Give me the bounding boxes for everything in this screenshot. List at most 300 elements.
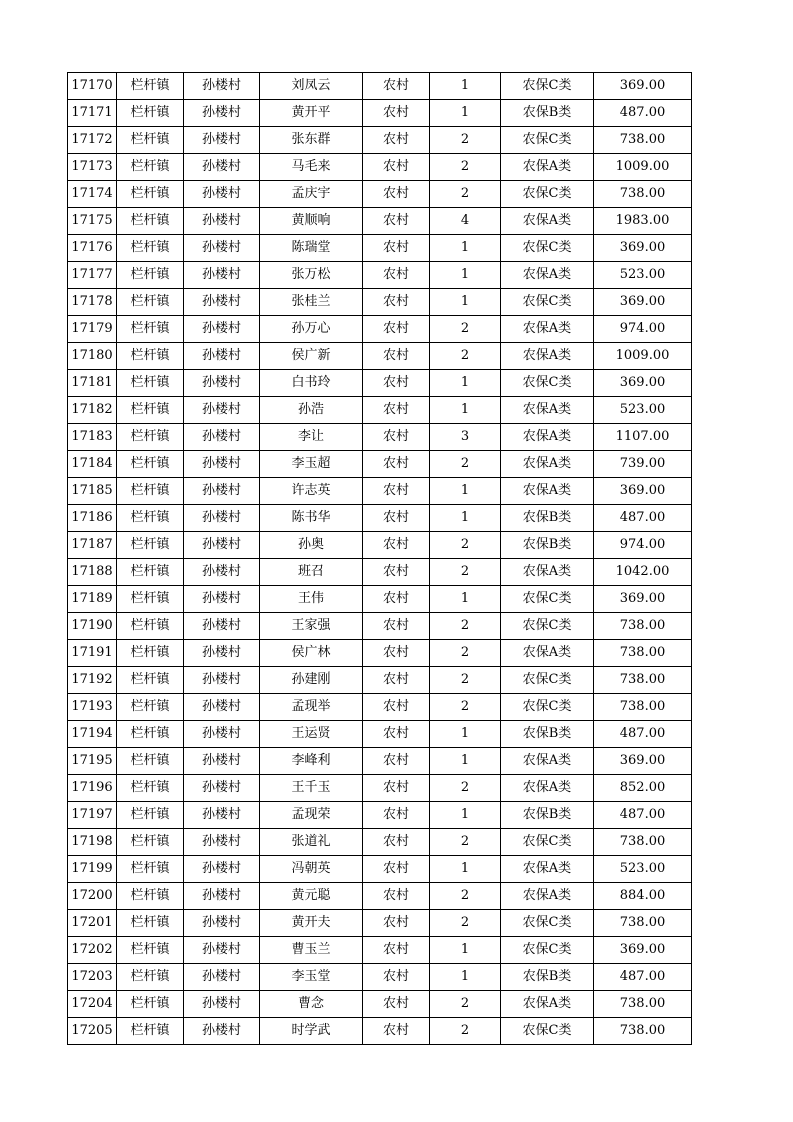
cell-household-count: 1 [430,937,501,964]
cell-town: 栏杆镇 [117,532,184,559]
cell-person-name: 黄顺响 [260,208,363,235]
cell-town: 栏杆镇 [117,316,184,343]
cell-amount: 738.00 [594,829,692,856]
cell-person-name: 曹玉兰 [260,937,363,964]
table-row [68,532,692,559]
cell-serial-number: 17198 [68,829,117,856]
cell-person-name: 侯广新 [260,343,363,370]
cell-town: 栏杆镇 [117,667,184,694]
cell-serial-number: 17184 [68,451,117,478]
cell-household-count: 1 [430,964,501,991]
cell-insurance-category: 农保C类 [501,127,594,154]
cell-amount: 523.00 [594,262,692,289]
cell-area-type: 农村 [363,802,430,829]
cell-household-count: 2 [430,559,501,586]
cell-area-type: 农村 [363,235,430,262]
cell-village: 孙楼村 [184,154,260,181]
cell-household-count: 2 [430,883,501,910]
cell-person-name: 刘凤云 [260,73,363,100]
cell-village: 孙楼村 [184,829,260,856]
cell-village: 孙楼村 [184,73,260,100]
table-row [68,829,692,856]
cell-village: 孙楼村 [184,721,260,748]
cell-town: 栏杆镇 [117,289,184,316]
table-row [68,370,692,397]
cell-insurance-category: 农保C类 [501,586,594,613]
cell-insurance-category: 农保A类 [501,991,594,1018]
cell-village: 孙楼村 [184,1018,260,1045]
cell-insurance-category: 农保A类 [501,208,594,235]
cell-area-type: 农村 [363,478,430,505]
cell-insurance-category: 农保A类 [501,775,594,802]
cell-person-name: 张桂兰 [260,289,363,316]
cell-area-type: 农村 [363,262,430,289]
cell-area-type: 农村 [363,505,430,532]
cell-town: 栏杆镇 [117,154,184,181]
cell-town: 栏杆镇 [117,991,184,1018]
cell-village: 孙楼村 [184,964,260,991]
cell-serial-number: 17200 [68,883,117,910]
cell-village: 孙楼村 [184,748,260,775]
cell-insurance-category: 农保B类 [501,100,594,127]
table-row [68,721,692,748]
cell-serial-number: 17182 [68,397,117,424]
cell-insurance-category: 农保B类 [501,721,594,748]
cell-serial-number: 17185 [68,478,117,505]
cell-insurance-category: 农保A类 [501,856,594,883]
table-row [68,667,692,694]
data-table [67,72,692,1045]
cell-amount: 523.00 [594,397,692,424]
cell-household-count: 1 [430,370,501,397]
cell-household-count: 2 [430,316,501,343]
cell-serial-number: 17188 [68,559,117,586]
table-row [68,910,692,937]
cell-village: 孙楼村 [184,505,260,532]
table-row [68,208,692,235]
cell-household-count: 2 [430,343,501,370]
cell-town: 栏杆镇 [117,802,184,829]
cell-household-count: 2 [430,991,501,1018]
table-row [68,1018,692,1045]
cell-town: 栏杆镇 [117,127,184,154]
table-row [68,73,692,100]
cell-household-count: 2 [430,451,501,478]
table-row [68,397,692,424]
cell-serial-number: 17183 [68,424,117,451]
cell-household-count: 1 [430,262,501,289]
cell-village: 孙楼村 [184,424,260,451]
cell-area-type: 农村 [363,829,430,856]
cell-town: 栏杆镇 [117,505,184,532]
cell-serial-number: 17204 [68,991,117,1018]
cell-person-name: 马毛来 [260,154,363,181]
cell-village: 孙楼村 [184,586,260,613]
cell-serial-number: 17189 [68,586,117,613]
cell-area-type: 农村 [363,937,430,964]
cell-insurance-category: 农保A类 [501,478,594,505]
cell-person-name: 李玉超 [260,451,363,478]
cell-insurance-category: 农保C类 [501,1018,594,1045]
cell-insurance-category: 农保C类 [501,289,594,316]
cell-area-type: 农村 [363,451,430,478]
cell-insurance-category: 农保C类 [501,667,594,694]
cell-serial-number: 17181 [68,370,117,397]
cell-household-count: 1 [430,478,501,505]
cell-serial-number: 17196 [68,775,117,802]
cell-insurance-category: 农保A类 [501,424,594,451]
cell-serial-number: 17172 [68,127,117,154]
cell-town: 栏杆镇 [117,856,184,883]
cell-person-name: 张东群 [260,127,363,154]
cell-household-count: 2 [430,154,501,181]
cell-person-name: 白书玲 [260,370,363,397]
cell-town: 栏杆镇 [117,73,184,100]
cell-area-type: 农村 [363,721,430,748]
cell-household-count: 1 [430,397,501,424]
cell-serial-number: 17203 [68,964,117,991]
cell-village: 孙楼村 [184,667,260,694]
cell-serial-number: 17190 [68,613,117,640]
cell-serial-number: 17174 [68,181,117,208]
cell-household-count: 1 [430,73,501,100]
cell-person-name: 曹念 [260,991,363,1018]
cell-amount: 1983.00 [594,208,692,235]
cell-household-count: 2 [430,127,501,154]
cell-area-type: 农村 [363,181,430,208]
cell-insurance-category: 农保A类 [501,883,594,910]
cell-insurance-category: 农保A类 [501,640,594,667]
cell-town: 栏杆镇 [117,235,184,262]
cell-town: 栏杆镇 [117,181,184,208]
cell-amount: 487.00 [594,721,692,748]
cell-serial-number: 17173 [68,154,117,181]
cell-amount: 1042.00 [594,559,692,586]
table-row [68,424,692,451]
cell-insurance-category: 农保B类 [501,964,594,991]
cell-insurance-category: 农保A类 [501,262,594,289]
cell-serial-number: 17195 [68,748,117,775]
cell-area-type: 农村 [363,775,430,802]
cell-town: 栏杆镇 [117,424,184,451]
cell-serial-number: 17191 [68,640,117,667]
cell-amount: 738.00 [594,1018,692,1045]
cell-amount: 738.00 [594,613,692,640]
table-row [68,451,692,478]
cell-area-type: 农村 [363,424,430,451]
cell-household-count: 2 [430,613,501,640]
cell-person-name: 张道礼 [260,829,363,856]
cell-village: 孙楼村 [184,289,260,316]
cell-amount: 738.00 [594,667,692,694]
cell-amount: 738.00 [594,694,692,721]
cell-household-count: 1 [430,505,501,532]
table-row [68,964,692,991]
cell-amount: 369.00 [594,478,692,505]
cell-insurance-category: 农保A类 [501,397,594,424]
table-row [68,181,692,208]
cell-amount: 487.00 [594,505,692,532]
cell-household-count: 2 [430,181,501,208]
cell-area-type: 农村 [363,586,430,613]
table-row [68,316,692,343]
cell-household-count: 1 [430,235,501,262]
cell-household-count: 2 [430,532,501,559]
cell-village: 孙楼村 [184,910,260,937]
cell-amount: 884.00 [594,883,692,910]
cell-amount: 974.00 [594,532,692,559]
cell-household-count: 1 [430,586,501,613]
cell-insurance-category: 农保C类 [501,181,594,208]
table-row [68,235,692,262]
cell-village: 孙楼村 [184,181,260,208]
cell-area-type: 农村 [363,964,430,991]
cell-insurance-category: 农保C类 [501,937,594,964]
cell-village: 孙楼村 [184,802,260,829]
cell-village: 孙楼村 [184,478,260,505]
cell-serial-number: 17177 [68,262,117,289]
cell-town: 栏杆镇 [117,451,184,478]
table-row [68,262,692,289]
cell-amount: 369.00 [594,289,692,316]
cell-amount: 738.00 [594,640,692,667]
cell-town: 栏杆镇 [117,937,184,964]
cell-town: 栏杆镇 [117,1018,184,1045]
cell-village: 孙楼村 [184,343,260,370]
table-row [68,100,692,127]
cell-area-type: 农村 [363,73,430,100]
cell-area-type: 农村 [363,127,430,154]
cell-village: 孙楼村 [184,127,260,154]
cell-person-name: 侯广林 [260,640,363,667]
cell-area-type: 农村 [363,694,430,721]
cell-area-type: 农村 [363,343,430,370]
cell-insurance-category: 农保B类 [501,505,594,532]
cell-amount: 369.00 [594,370,692,397]
cell-village: 孙楼村 [184,451,260,478]
cell-insurance-category: 农保A类 [501,559,594,586]
cell-household-count: 1 [430,856,501,883]
cell-person-name: 时学武 [260,1018,363,1045]
cell-area-type: 农村 [363,991,430,1018]
cell-village: 孙楼村 [184,937,260,964]
cell-town: 栏杆镇 [117,559,184,586]
cell-person-name: 冯朝英 [260,856,363,883]
cell-village: 孙楼村 [184,991,260,1018]
cell-serial-number: 17171 [68,100,117,127]
cell-town: 栏杆镇 [117,478,184,505]
cell-person-name: 孟现举 [260,694,363,721]
cell-serial-number: 17199 [68,856,117,883]
cell-area-type: 农村 [363,667,430,694]
cell-village: 孙楼村 [184,694,260,721]
cell-household-count: 2 [430,775,501,802]
cell-village: 孙楼村 [184,559,260,586]
cell-insurance-category: 农保C类 [501,613,594,640]
cell-serial-number: 17201 [68,910,117,937]
table-row [68,775,692,802]
table-row [68,883,692,910]
cell-serial-number: 17179 [68,316,117,343]
table-row [68,289,692,316]
table-row [68,127,692,154]
cell-household-count: 1 [430,100,501,127]
cell-person-name: 张万松 [260,262,363,289]
cell-town: 栏杆镇 [117,640,184,667]
cell-area-type: 农村 [363,883,430,910]
table-row [68,802,692,829]
cell-town: 栏杆镇 [117,370,184,397]
cell-town: 栏杆镇 [117,883,184,910]
cell-area-type: 农村 [363,910,430,937]
cell-area-type: 农村 [363,100,430,127]
cell-area-type: 农村 [363,748,430,775]
cell-insurance-category: 农保B类 [501,802,594,829]
cell-town: 栏杆镇 [117,964,184,991]
cell-household-count: 2 [430,910,501,937]
cell-person-name: 陈瑞堂 [260,235,363,262]
table-body [68,73,692,1045]
cell-person-name: 李玉堂 [260,964,363,991]
cell-insurance-category: 农保A类 [501,343,594,370]
cell-serial-number: 17194 [68,721,117,748]
cell-town: 栏杆镇 [117,748,184,775]
cell-town: 栏杆镇 [117,694,184,721]
cell-village: 孙楼村 [184,100,260,127]
cell-insurance-category: 农保A类 [501,316,594,343]
cell-household-count: 2 [430,1018,501,1045]
table-row [68,991,692,1018]
cell-amount: 738.00 [594,127,692,154]
cell-village: 孙楼村 [184,262,260,289]
cell-area-type: 农村 [363,1018,430,1045]
cell-person-name: 黄开平 [260,100,363,127]
cell-insurance-category: 农保C类 [501,694,594,721]
cell-amount: 852.00 [594,775,692,802]
cell-town: 栏杆镇 [117,829,184,856]
cell-insurance-category: 农保A类 [501,451,594,478]
cell-person-name: 黄开夫 [260,910,363,937]
cell-person-name: 李峰利 [260,748,363,775]
cell-town: 栏杆镇 [117,721,184,748]
cell-town: 栏杆镇 [117,343,184,370]
table-row [68,586,692,613]
cell-person-name: 孙万心 [260,316,363,343]
cell-amount: 523.00 [594,856,692,883]
table-row [68,343,692,370]
cell-village: 孙楼村 [184,883,260,910]
cell-insurance-category: 农保C类 [501,370,594,397]
cell-town: 栏杆镇 [117,100,184,127]
cell-household-count: 4 [430,208,501,235]
cell-village: 孙楼村 [184,613,260,640]
cell-amount: 487.00 [594,964,692,991]
cell-amount: 738.00 [594,181,692,208]
cell-town: 栏杆镇 [117,613,184,640]
cell-area-type: 农村 [363,532,430,559]
cell-person-name: 黄元聪 [260,883,363,910]
cell-village: 孙楼村 [184,532,260,559]
cell-household-count: 2 [430,694,501,721]
cell-village: 孙楼村 [184,235,260,262]
cell-person-name: 孟现荣 [260,802,363,829]
cell-amount: 369.00 [594,235,692,262]
cell-amount: 369.00 [594,73,692,100]
cell-household-count: 2 [430,667,501,694]
cell-amount: 1009.00 [594,154,692,181]
cell-village: 孙楼村 [184,640,260,667]
cell-household-count: 2 [430,640,501,667]
cell-serial-number: 17180 [68,343,117,370]
cell-amount: 974.00 [594,316,692,343]
cell-town: 栏杆镇 [117,262,184,289]
cell-person-name: 李让 [260,424,363,451]
cell-village: 孙楼村 [184,316,260,343]
cell-village: 孙楼村 [184,775,260,802]
cell-insurance-category: 农保C类 [501,910,594,937]
table-row [68,559,692,586]
cell-area-type: 农村 [363,640,430,667]
cell-amount: 738.00 [594,991,692,1018]
cell-amount: 369.00 [594,937,692,964]
cell-town: 栏杆镇 [117,586,184,613]
cell-serial-number: 17205 [68,1018,117,1045]
cell-person-name: 陈书华 [260,505,363,532]
cell-town: 栏杆镇 [117,208,184,235]
cell-area-type: 农村 [363,856,430,883]
cell-town: 栏杆镇 [117,775,184,802]
table-row [68,613,692,640]
cell-person-name: 许志英 [260,478,363,505]
cell-area-type: 农村 [363,289,430,316]
cell-amount: 369.00 [594,748,692,775]
cell-household-count: 3 [430,424,501,451]
cell-serial-number: 17202 [68,937,117,964]
cell-village: 孙楼村 [184,370,260,397]
cell-serial-number: 17175 [68,208,117,235]
cell-area-type: 农村 [363,397,430,424]
cell-town: 栏杆镇 [117,910,184,937]
cell-household-count: 1 [430,802,501,829]
cell-area-type: 农村 [363,370,430,397]
cell-person-name: 王运贤 [260,721,363,748]
cell-insurance-category: 农保B类 [501,532,594,559]
cell-area-type: 农村 [363,154,430,181]
cell-area-type: 农村 [363,208,430,235]
cell-serial-number: 17178 [68,289,117,316]
cell-amount: 738.00 [594,910,692,937]
cell-household-count: 1 [430,289,501,316]
cell-amount: 1107.00 [594,424,692,451]
cell-person-name: 王千玉 [260,775,363,802]
cell-person-name: 孙奥 [260,532,363,559]
cell-amount: 487.00 [594,100,692,127]
cell-serial-number: 17186 [68,505,117,532]
table-row [68,478,692,505]
cell-household-count: 1 [430,721,501,748]
cell-person-name: 王伟 [260,586,363,613]
cell-amount: 369.00 [594,586,692,613]
cell-amount: 739.00 [594,451,692,478]
cell-serial-number: 17187 [68,532,117,559]
cell-insurance-category: 农保C类 [501,73,594,100]
cell-person-name: 班召 [260,559,363,586]
table-row [68,640,692,667]
cell-serial-number: 17176 [68,235,117,262]
cell-amount: 1009.00 [594,343,692,370]
cell-person-name: 孟庆宇 [260,181,363,208]
cell-village: 孙楼村 [184,856,260,883]
